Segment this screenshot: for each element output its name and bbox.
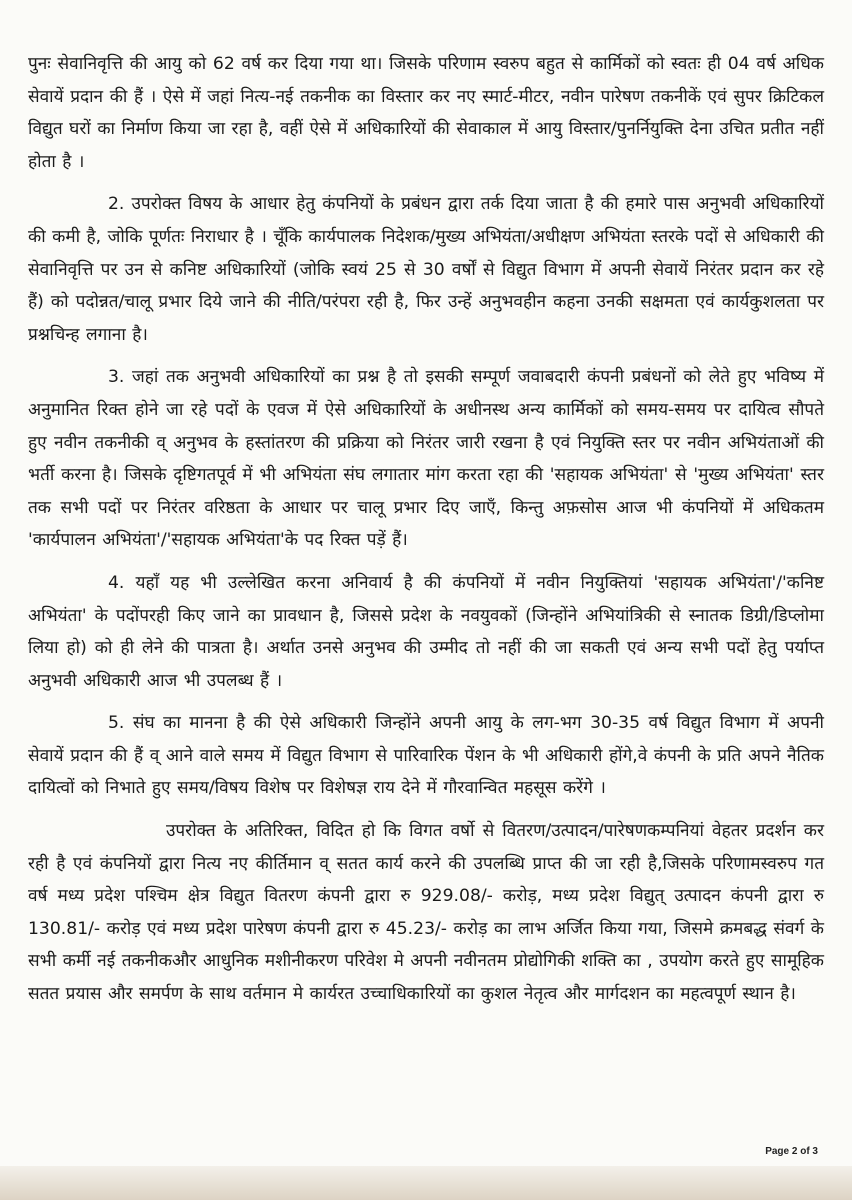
paragraph-additional: उपरोक्त के अतिरिक्त, विदित हो कि विगत वर्षो से वितरण/उत्पादन/पारेषणकम्पनियां वेहतर प्रदर्शन कर रही है एवं कंपनियों द्वारा नित्य नए कीर्तिमान व् सतत कार्य करने की उपलब्धि प्राप्त की जा रही है,जिसके परिणामस्वरुप गत वर्ष मध्य प्रदेश पश्चिम क्षेत्र विद्युत वितरण कंपनी द्वारा रु 929.08/- करोड़, मध्य प्रदेश विद्युत् उत्पादन कंपनी द्वारा रु 130.81/- करोड़ एवं मध्य प्रदेश पारेषण कंपनी द्वारा रु 45.23/- करोड़ का लाभ अर्जित किया गया, जिसमे क्रमबद्ध संवर्ग के सभी कर्मी नई तकनीकऔर आधुनिक मशीनीकरण परिवेश मे अपनी नवीनतम प्रोद्योगिकी शक्ति का , उपयोग करते हुए सामूहिक सतत प्रयास और समर्पण के साथ वर्तमान मे कार्यरत उच्चाधिकारियों का कुशल नेतृत्व और मार्गदशन का महत्वपूर्ण स्थान है। [28, 821, 824, 1005]
scan-edge [0, 1166, 852, 1200]
paragraph-continuation: पुनः सेवानिवृत्ति की आयु को 62 वर्ष कर दिया गया था। जिसके परिणाम स्वरुप बहुत से कार्मिकों को स्वतः ही 04 वर्ष अधिक सेवायें प्रदान की हैं । ऐसे में जहां नित्य-नई तकनीक का विस्तार कर नए स्मार्ट-मीटर, नवीन पारेषण तकनीकें एवं सुपर क्रिटिकल विद्युत घरों का निर्माण किया जा रहा है, वहीं ऐसे में अधिकारियों की सेवाकाल में आयु विस्तार/पुनर्नियुक्ति देना उचित प्रतीत नहीं होता है । [28, 54, 824, 172]
paragraph-2: 2. उपरोक्त विषय के आधार हेतु कंपनियों के प्रबंधन द्वारा तर्क दिया जाता है की हमारे पास अनुभवी अधिकारियों की कमी है, जोकि पूर्णतः निराधार है । चूँकि कार्यपालक निदेशक/मुख्य अभियंता/अधीक्षण अभियंता स्तरके पदों से अधिकारी की सेवानिवृत्ति पर उन से कनिष्ट अधिकारियों (जोकि स्वयं 25 से 30 वर्षों से विद्युत विभाग में अपनी सेवायें निरंतर प्रदान कर रहे हैं) को पदोन्नत/चालू प्रभार दिये जाने की नीति/परंपरा रही है, फिर उन्हें अनुभवहीन कहना उनकी सक्षमता एवं कार्यकुशलता पर प्रश्नचिन्ह लगाना है। [28, 194, 824, 345]
paragraph-3: 3. जहां तक अनुभवी अधिकारियों का प्रश्न है तो इसकी सम्पूर्ण जवाबदारी कंपनी प्रबंधनों को लेते हुए भविष्य में अनुमानित रिक्त होने जा रहे पदों के एवज में ऐसे अधिकारियों के अधीनस्थ अन्य कार्मिकों को समय-समय पर दायित्व सौपते हुए नवीन तकनीकी व् अनुभव के हस्तांतरण की प्रक्रिया को निरंतर जारी रखना है एवं नियुक्ति स्तर पर नवीन अभियंताओं की भर्ती करना है। जिसके दृष्टिगतपूर्व में भी अभियंता संघ लगातार मांग करता रहा की 'सहायक अभियंता' से 'मुख्य अभियंता' स्तर तक सभी पदों पर निरंतर वरिष्ठता के आधार पर चालू प्रभार दिए जाएँ, किन्तु अफ़सोस आज भी कंपनियों में अधिकतम 'कार्यपालन अभियंता'/'सहायक अभियंता'के पद रिक्त पड़ें हैं। [28, 367, 824, 551]
page-number: Page 2 of 3 [765, 1146, 818, 1157]
document-body [28, 48, 824, 1021]
paragraph-4: 4. यहाँ यह भी उल्लेखित करना अनिवार्य है की कंपनियों में नवीन नियुक्तियां 'सहायक अभियंता'/'कनिष्ट अभियंता' के पदोंपरही किए जाने का प्रावधान है, जिससे प्रदेश के नवयुवकों (जिन्होंने अभियांत्रिकी से स्नातक डिग्री/डिप्लोमा लिया हो) को ही लेने की पात्रता है। अर्थात उनसे अनुभव की उम्मीद तो नहीं की जा सकती एवं अन्य सभी पदों हेतु पर्याप्त अनुभवी अधिकारी आज भी उपलब्ध हैं । [28, 572, 824, 691]
paragraph-5: 5. संघ का मानना है की ऐसे अधिकारी जिन्होंने अपनी आयु के लग-भग 30-35 वर्ष विद्युत विभाग में अपनी सेवायें प्रदान की हैं व् आने वाले समय में विद्युत विभाग से पारिवारिक पेंशन के भी अधिकारी होंगे,वे कंपनी के प्रति अपने नैतिक दायित्वों को निभाते हुए समय/विषय विशेष पर विशेषज्ञ राय देने में गौरवान्वित महसूस करेंगे । [28, 713, 824, 799]
